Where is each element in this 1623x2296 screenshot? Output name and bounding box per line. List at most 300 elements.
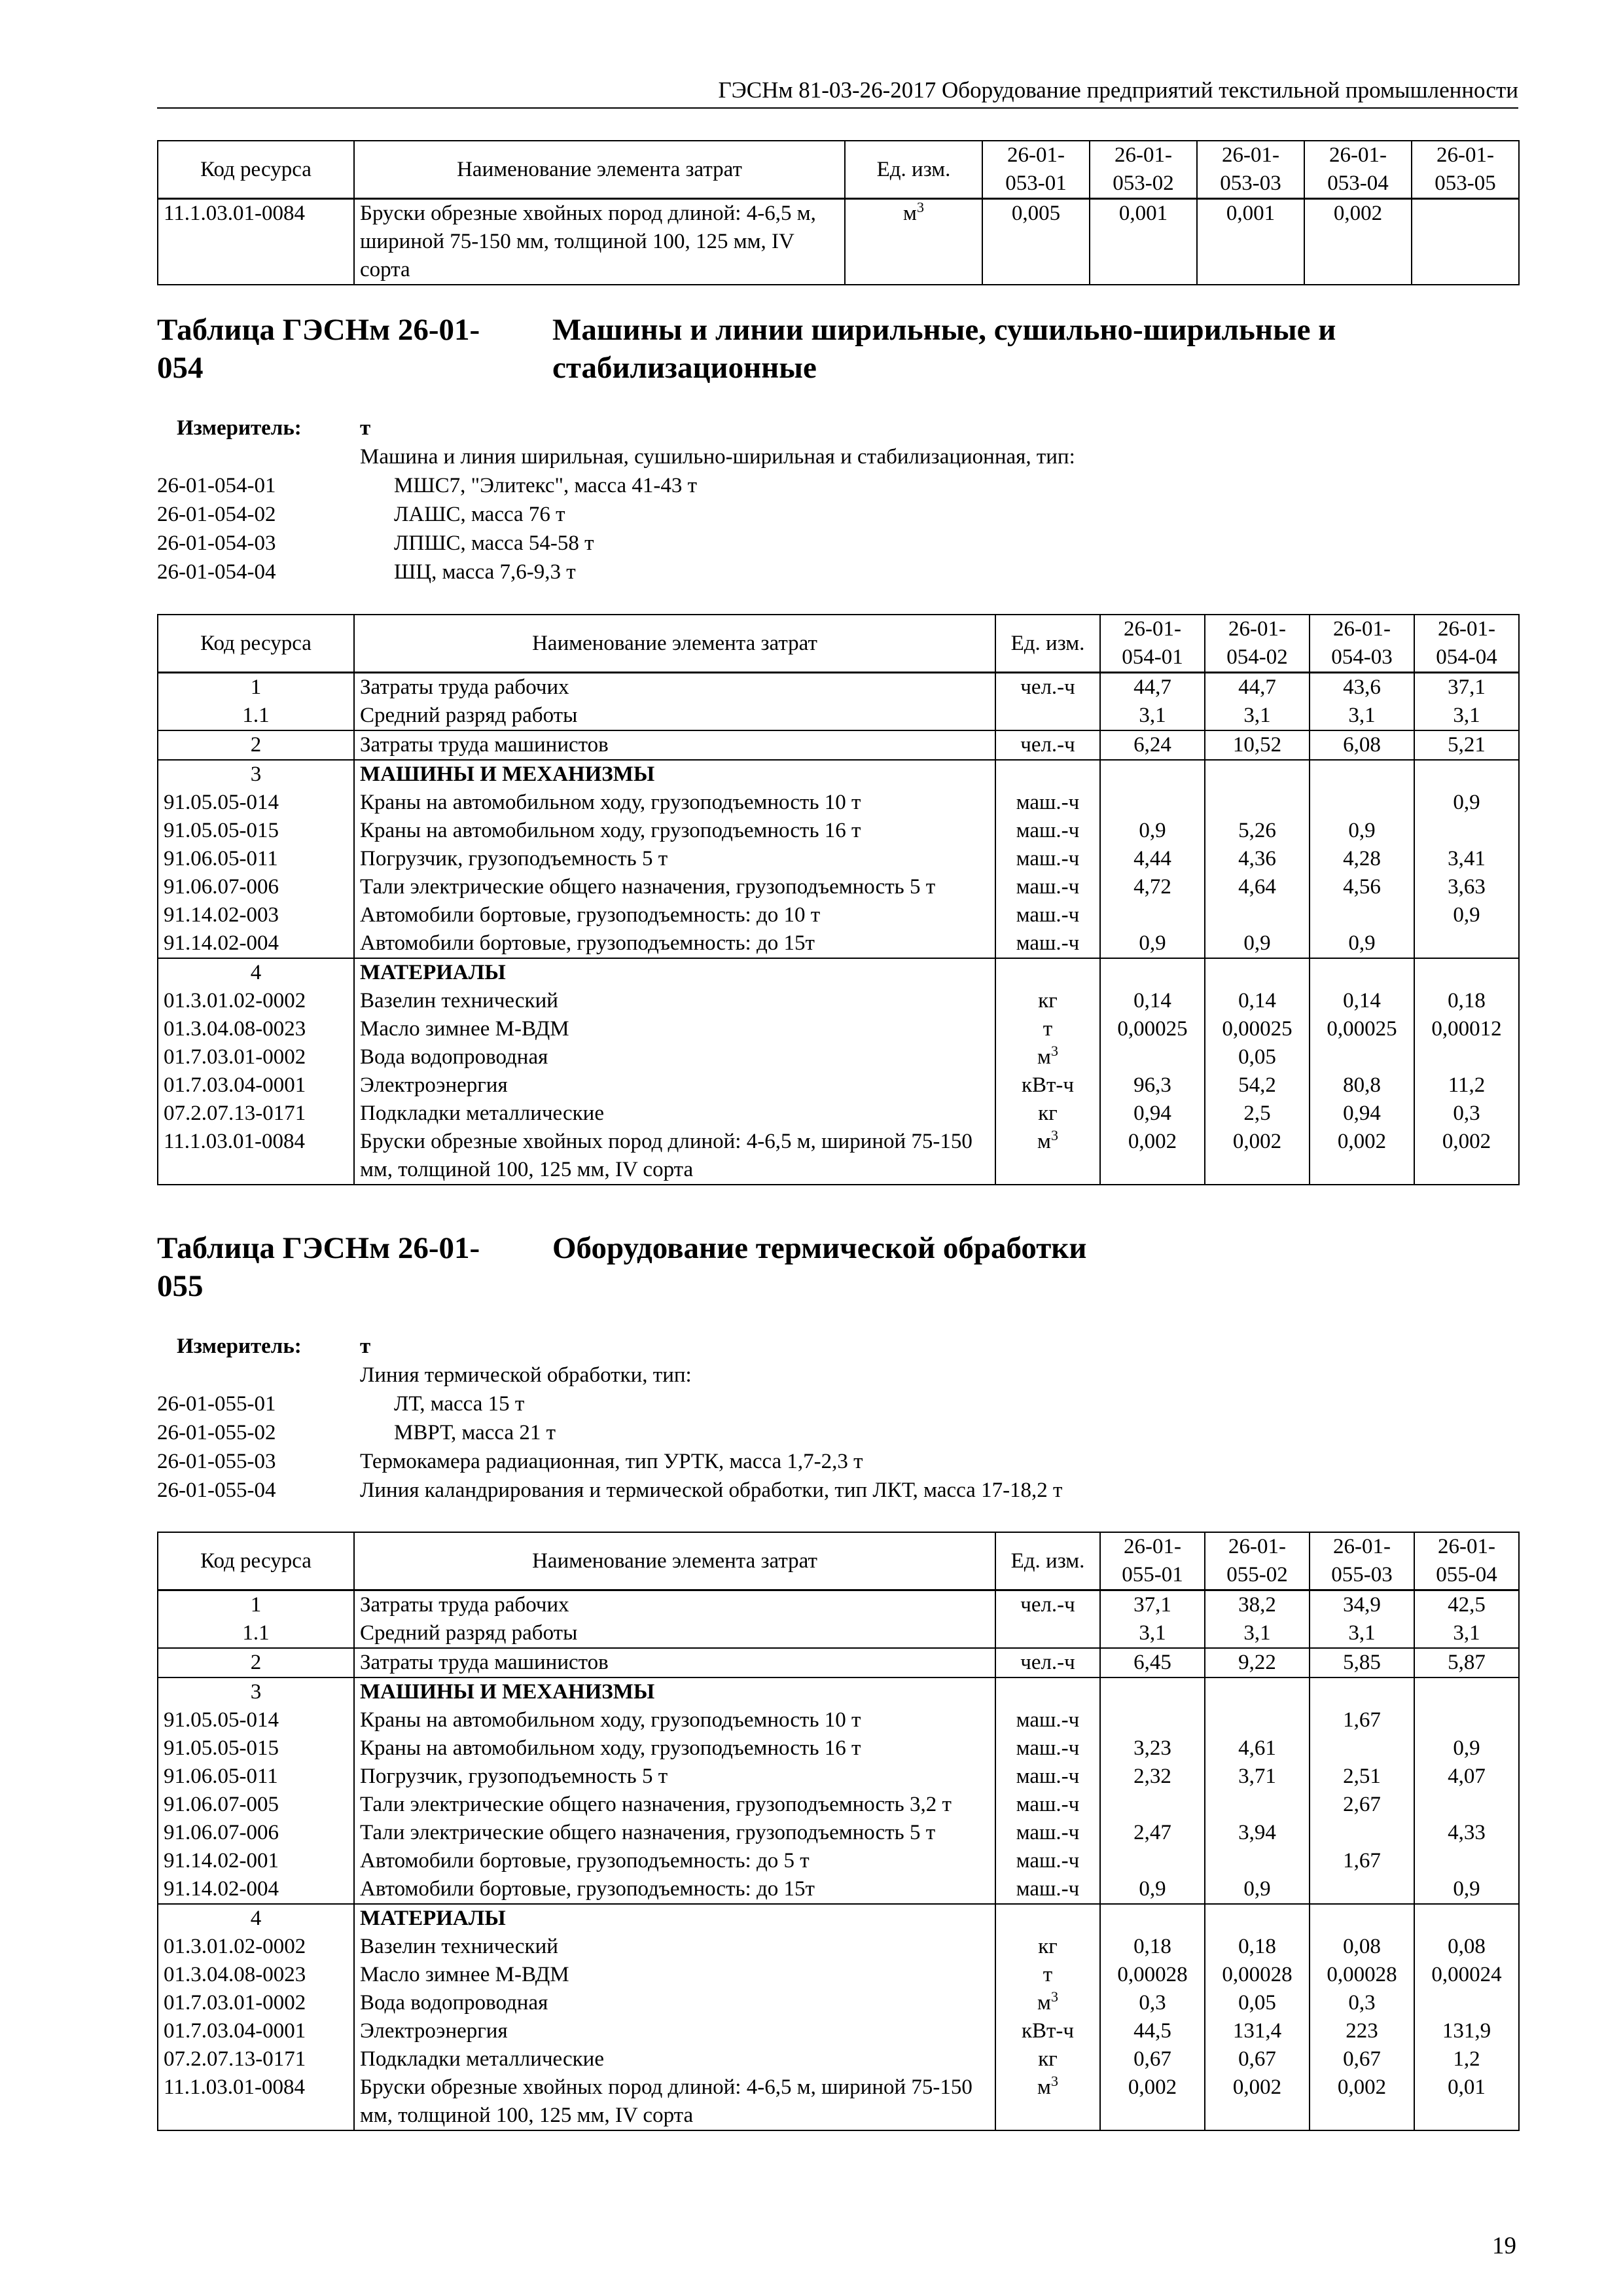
norm-value: [1412, 199, 1519, 285]
cost-element-name: Бруски обрезные хвойных пород длиной: 4-6,5 м, шириной 75-150 мм, толщиной 100, 125 мм, IV сорта: [354, 199, 845, 285]
norm-value: 3,71: [1205, 1763, 1310, 1791]
norm-value: 5,21: [1414, 730, 1519, 760]
table-row: [158, 1100, 1519, 1128]
norm-value: [1414, 1677, 1519, 1706]
table-row: [158, 1590, 1519, 1620]
unit-of-measure: маш.-ч: [995, 789, 1100, 817]
resource-code: 91.14.02-003: [158, 901, 354, 929]
table-row: [158, 1763, 1519, 1791]
norm-code: 26-01-055-02: [157, 1421, 276, 1444]
column-header: 26-01- 055-03: [1310, 1532, 1414, 1590]
table-row: [158, 1989, 1519, 2017]
cost-element-name: Погрузчик, грузоподъемность 5 т: [354, 845, 995, 873]
unit-of-measure: [995, 1619, 1100, 1648]
norm-value: [1414, 958, 1519, 987]
column-header: 26-01- 054-01: [1100, 615, 1205, 673]
table-row: [158, 845, 1519, 873]
unit-of-measure: маш.-ч: [995, 1847, 1100, 1875]
norm-value: 80,8: [1310, 1071, 1414, 1100]
cost-element-name: Электроэнергия: [354, 2017, 995, 2045]
norm-value: 0,9: [1100, 929, 1205, 958]
table-054-meter: [157, 414, 1400, 584]
norm-value: 1,67: [1310, 1706, 1414, 1734]
norm-value: 2,32: [1100, 1763, 1205, 1791]
norm-value: [1414, 1847, 1519, 1875]
column-header: Код ресурса: [158, 615, 354, 673]
meter-label: Измеритель:: [177, 416, 302, 440]
norm-code: 26-01-054-01: [157, 474, 276, 497]
column-header: 26-01- 053-04: [1304, 141, 1412, 199]
norm-value: 0,002: [1205, 1128, 1310, 1185]
resource-code: 2: [158, 730, 354, 760]
table-row: [158, 958, 1519, 987]
resource-code: 91.06.07-005: [158, 1791, 354, 1819]
norm-value: [1310, 760, 1414, 789]
norm-value: 0,9: [1100, 1875, 1205, 1904]
resource-code: 11.1.03.01-0084: [158, 199, 354, 285]
cost-element-name: Затраты труда рабочих: [354, 673, 995, 702]
table-row: [158, 2017, 1519, 2045]
norm-value: 4,64: [1205, 873, 1310, 901]
norm-value: [1310, 1904, 1414, 1933]
column-header: Наименование элемента затрат: [354, 1532, 995, 1590]
unit-of-measure: [995, 1677, 1100, 1706]
norm-value: 0,9: [1414, 1875, 1519, 1904]
norm-value: 0,9: [1100, 817, 1205, 845]
cost-element-name: Масло зимнее М-ВДМ: [354, 1961, 995, 1989]
unit-of-measure: маш.-ч: [995, 873, 1100, 901]
norm-value: 0,05: [1205, 1043, 1310, 1071]
norm-value: 1,2: [1414, 2045, 1519, 2073]
norm-value: 0,002: [1304, 199, 1412, 285]
norm-value: 0,94: [1310, 1100, 1414, 1128]
norm-value: 3,1: [1205, 702, 1310, 730]
norm-value: 0,001: [1197, 199, 1304, 285]
norm-value: 0,9: [1310, 929, 1414, 958]
table-row: [158, 1961, 1519, 1989]
table-row: [158, 901, 1519, 929]
table-row: [158, 1819, 1519, 1847]
norm-value: [1414, 1791, 1519, 1819]
norm-value: 0,00028: [1205, 1961, 1310, 1989]
unit-of-measure: $м^3$: [995, 1989, 1100, 2017]
norm-value: 0,3: [1414, 1100, 1519, 1128]
column-header: 26-01- 054-02: [1205, 615, 1310, 673]
norm-value: 0,00028: [1310, 1961, 1414, 1989]
column-header: Наименование элемента затрат: [354, 141, 845, 199]
norm-value: [1205, 760, 1310, 789]
table-row: [158, 1043, 1519, 1071]
norm-value: 2,51: [1310, 1763, 1414, 1791]
cost-element-name: МАШИНЫ И МЕХАНИЗМЫ: [354, 1677, 995, 1706]
table-row: [158, 2045, 1519, 2073]
cost-element-name: Бруски обрезные хвойных пород длиной: 4-6,5 м, шириной 75-150 мм, толщиной 100, 125 мм, IV сорта: [354, 2073, 995, 2130]
unit-of-measure: маш.-ч: [995, 1875, 1100, 1904]
norm-value: [1100, 1847, 1205, 1875]
norm-value: [1205, 901, 1310, 929]
column-header: 26-01- 055-02: [1205, 1532, 1310, 1590]
cost-element-name: Краны на автомобильном ходу, грузоподъемность 16 т: [354, 817, 995, 845]
norm-value: 0,18: [1100, 1933, 1205, 1961]
norm-value: 0,67: [1100, 2045, 1205, 2073]
table-row: [158, 730, 1519, 760]
unit-of-measure: кг: [995, 1933, 1100, 1961]
norm-value: [1414, 929, 1519, 958]
norm-value: 0,00025: [1310, 1015, 1414, 1043]
norm-value: [1310, 1677, 1414, 1706]
norm-value: 0,08: [1310, 1933, 1414, 1961]
norm-value: 2,67: [1310, 1791, 1414, 1819]
resource-code: 11.1.03.01-0084: [158, 1128, 354, 1185]
norm-value: 3,1: [1414, 1619, 1519, 1648]
table-row: [158, 760, 1519, 789]
norm-table-053: [157, 140, 1520, 285]
norm-value: [1310, 1043, 1414, 1071]
norm-value: [1414, 1904, 1519, 1933]
table-row: [158, 1734, 1519, 1763]
column-header: 26-01- 053-03: [1197, 141, 1304, 199]
norm-value: 38,2: [1205, 1590, 1310, 1620]
unit-of-measure: маш.-ч: [995, 1706, 1100, 1734]
resource-code: 91.05.05-015: [158, 1734, 354, 1763]
norm-value: [1205, 1847, 1310, 1875]
norm-value: 6,08: [1310, 730, 1414, 760]
table-row: [158, 817, 1519, 845]
table-header-row: [158, 1532, 1519, 1590]
resource-code: 11.1.03.01-0084: [158, 2073, 354, 2130]
norm-value: 3,63: [1414, 873, 1519, 901]
norm-value: [1310, 1875, 1414, 1904]
resource-code: 01.3.01.02-0002: [158, 1933, 354, 1961]
norm-value: 0,14: [1100, 987, 1205, 1015]
table-row: [158, 1847, 1519, 1875]
norm-description: МШС7, "Элитекс", масса 41-43 т: [394, 474, 698, 497]
resource-code: 01.7.03.01-0002: [158, 1989, 354, 2017]
norm-value: [1205, 1904, 1310, 1933]
cost-element-name: Автомобили бортовые, грузоподъемность: до 15т: [354, 929, 995, 958]
norm-value: [1414, 1989, 1519, 2017]
norm-value: 0,3: [1310, 1989, 1414, 2017]
norm-value: 5,26: [1205, 817, 1310, 845]
unit-of-measure: маш.-ч: [995, 1734, 1100, 1763]
column-header: 26-01- 054-03: [1310, 615, 1414, 673]
resource-code: 01.7.03.01-0002: [158, 1043, 354, 1071]
table-row: [158, 873, 1519, 901]
resource-code: 91.05.05-014: [158, 789, 354, 817]
norm-value: 0,00028: [1100, 1961, 1205, 1989]
resource-code: 01.3.04.08-0023: [158, 1015, 354, 1043]
norm-value: [1205, 1677, 1310, 1706]
cost-element-name: Тали электрические общего назначения, грузоподъемность 5 т: [354, 1819, 995, 1847]
unit-of-measure: т: [995, 1961, 1100, 1989]
page-number: 19: [1492, 2233, 1516, 2259]
resource-code: 1: [158, 673, 354, 702]
cost-element-name: Средний разряд работы: [354, 702, 995, 730]
norm-value: 0,00025: [1100, 1015, 1205, 1043]
norm-description: ЛПШС, масса 54-58 т: [394, 531, 594, 555]
norm-value: 3,94: [1205, 1819, 1310, 1847]
norm-value: 3,23: [1100, 1734, 1205, 1763]
norm-value: [1310, 789, 1414, 817]
table-row: [158, 1677, 1519, 1706]
column-header: Ед. изм.: [845, 141, 982, 199]
column-header: 26-01- 053-02: [1090, 141, 1197, 199]
column-header: Ед. изм.: [995, 1532, 1100, 1590]
column-header: 26-01- 053-01: [982, 141, 1090, 199]
norm-value: [1205, 1706, 1310, 1734]
column-header: 26-01- 053-05: [1412, 141, 1519, 199]
norm-value: 3,1: [1414, 702, 1519, 730]
norm-value: 54,2: [1205, 1071, 1310, 1100]
unit-of-measure: чел.-ч: [995, 730, 1100, 760]
resource-code: 1.1: [158, 1619, 354, 1648]
page-header: [157, 73, 1518, 109]
norm-value: 0,9: [1205, 929, 1310, 958]
cost-element-name: МАТЕРИАЛЫ: [354, 958, 995, 987]
norm-value: 0,94: [1100, 1100, 1205, 1128]
norm-description: Линия каландрирования и термической обработки, тип ЛКТ, масса 17-18,2 т: [360, 1479, 1063, 1502]
norm-value: 37,1: [1414, 673, 1519, 702]
unit-of-measure: кВт-ч: [995, 2017, 1100, 2045]
cost-element-name: МАТЕРИАЛЫ: [354, 1904, 995, 1933]
norm-value: 4,56: [1310, 873, 1414, 901]
table-row: [158, 1706, 1519, 1734]
norm-value: 0,9: [1414, 789, 1519, 817]
resource-code: 91.05.05-014: [158, 1706, 354, 1734]
norm-value: 0,002: [1414, 1128, 1519, 1185]
table-row: [158, 789, 1519, 817]
unit-of-measure: маш.-ч: [995, 1763, 1100, 1791]
norm-value: 0,9: [1310, 817, 1414, 845]
table-row: [158, 1071, 1519, 1100]
norm-value: 43,6: [1310, 673, 1414, 702]
norm-value: 131,9: [1414, 2017, 1519, 2045]
table-row: [158, 1933, 1519, 1961]
cost-element-name: Краны на автомобильном ходу, грузоподъемность 10 т: [354, 789, 995, 817]
resource-code: 91.14.02-001: [158, 1847, 354, 1875]
norm-value: 37,1: [1100, 1590, 1205, 1620]
norm-value: 131,4: [1205, 2017, 1310, 2045]
table-055-meter: [157, 1332, 1400, 1502]
norm-value: 1,67: [1310, 1847, 1414, 1875]
norm-value: 4,07: [1414, 1763, 1519, 1791]
cost-element-name: Краны на автомобильном ходу, грузоподъемность 16 т: [354, 1734, 995, 1763]
cost-element-name: Затраты труда машинистов: [354, 730, 995, 760]
norm-code: 26-01-054-04: [157, 560, 276, 584]
document-title: ГЭСНм 81-03-26-2017 Оборудование предприятий текстильной промышленности: [718, 77, 1518, 103]
norm-value: 44,7: [1100, 673, 1205, 702]
norm-value: 0,14: [1310, 987, 1414, 1015]
cost-element-name: Масло зимнее М-ВДМ: [354, 1015, 995, 1043]
norm-value: 3,1: [1310, 1619, 1414, 1648]
table-header-row: [158, 141, 1519, 199]
norm-value: 0,67: [1310, 2045, 1414, 2073]
norm-value: 3,1: [1100, 1619, 1205, 1648]
norm-value: [1205, 1791, 1310, 1819]
norm-value: 0,08: [1414, 1933, 1519, 1961]
norm-value: 0,9: [1414, 1734, 1519, 1763]
norm-value: 10,52: [1205, 730, 1310, 760]
table-row: [158, 1904, 1519, 1933]
norm-value: [1310, 958, 1414, 987]
cost-element-name: Средний разряд работы: [354, 1619, 995, 1648]
norm-value: 44,5: [1100, 2017, 1205, 2045]
norm-description: Термокамера радиационная, тип УРТК, масса 1,7-2,3 т: [360, 1450, 863, 1473]
norm-value: 3,41: [1414, 845, 1519, 873]
unit-of-measure: маш.-ч: [995, 901, 1100, 929]
norm-value: 0,18: [1414, 987, 1519, 1015]
resource-code: 2: [158, 1648, 354, 1677]
resource-code: 01.3.04.08-0023: [158, 1961, 354, 1989]
norm-value: 3,1: [1100, 702, 1205, 730]
norm-table-054: [157, 614, 1520, 1185]
norm-value: 0,002: [1100, 2073, 1205, 2130]
norm-value: [1310, 1819, 1414, 1847]
norm-value: [1414, 1043, 1519, 1071]
meter-intro: Линия термической обработки, тип:: [360, 1363, 692, 1387]
norm-value: [1100, 1706, 1205, 1734]
resource-code: 91.14.02-004: [158, 929, 354, 958]
resource-code: 3: [158, 1677, 354, 1706]
norm-value: 0,00025: [1205, 1015, 1310, 1043]
norm-value: 11,2: [1414, 1071, 1519, 1100]
norm-value: 0,002: [1310, 1128, 1414, 1185]
norm-value: 34,9: [1310, 1590, 1414, 1620]
cost-element-name: Затраты труда рабочих: [354, 1590, 995, 1620]
cost-element-name: Подкладки металлические: [354, 1100, 995, 1128]
cost-element-name: Вазелин технический: [354, 987, 995, 1015]
unit-of-measure: [995, 702, 1100, 730]
norm-description: ЛТ, масса 15 т: [394, 1392, 525, 1416]
unit-of-measure: кг: [995, 1100, 1100, 1128]
cost-element-name: МАШИНЫ И МЕХАНИЗМЫ: [354, 760, 995, 789]
table-row: [158, 199, 1519, 285]
resource-code: 01.7.03.04-0001: [158, 2017, 354, 2045]
column-header: 26-01- 054-04: [1414, 615, 1519, 673]
cost-element-name: Бруски обрезные хвойных пород длиной: 4-6,5 м, шириной 75-150 мм, толщиной 100, 125 мм, IV сорта: [354, 1128, 995, 1185]
cost-element-name: Вода водопроводная: [354, 1989, 995, 2017]
column-header: Код ресурса: [158, 1532, 354, 1590]
resource-code: 1.1: [158, 702, 354, 730]
resource-code: 07.2.07.13-0171: [158, 1100, 354, 1128]
table-row: [158, 1648, 1519, 1677]
norm-value: 0,9: [1414, 901, 1519, 929]
norm-value: [1205, 789, 1310, 817]
resource-code: 91.06.07-006: [158, 873, 354, 901]
unit-of-measure: т: [995, 1015, 1100, 1043]
table-header-row: [158, 615, 1519, 673]
norm-value: 5,85: [1310, 1648, 1414, 1677]
norm-value: 0,00012: [1414, 1015, 1519, 1043]
resource-code: 1: [158, 1590, 354, 1620]
norm-value: 0,00024: [1414, 1961, 1519, 1989]
norm-value: 4,61: [1205, 1734, 1310, 1763]
norm-value: [1414, 1706, 1519, 1734]
norm-value: [1100, 958, 1205, 987]
cost-element-name: Вода водопроводная: [354, 1043, 995, 1071]
column-header: Ед. изм.: [995, 615, 1100, 673]
norm-value: 0,67: [1205, 2045, 1310, 2073]
cost-element-name: Автомобили бортовые, грузоподъемность: до 10 т: [354, 901, 995, 929]
norm-value: [1414, 817, 1519, 845]
resource-code: 4: [158, 1904, 354, 1933]
norm-value: 9,22: [1205, 1648, 1310, 1677]
norm-value: 6,45: [1100, 1648, 1205, 1677]
table-054-name: Машины и линии ширильные, сушильно-ширильные и стабилизационные: [552, 313, 1336, 385]
norm-value: 5,87: [1414, 1648, 1519, 1677]
norm-code: 26-01-054-02: [157, 503, 276, 526]
unit-of-measure: маш.-ч: [995, 929, 1100, 958]
norm-code: 26-01-054-03: [157, 531, 276, 555]
unit-of-measure: $м^3$: [845, 199, 982, 285]
table-054-number: Таблица ГЭСНм 26-01-054: [157, 313, 480, 385]
norm-value: 4,28: [1310, 845, 1414, 873]
norm-value: 0,002: [1310, 2073, 1414, 2130]
table-row: [158, 2073, 1519, 2130]
cost-element-name: Вазелин технический: [354, 1933, 995, 1961]
table-row: [158, 1619, 1519, 1648]
resource-code: 01.7.03.04-0001: [158, 1071, 354, 1100]
unit-of-measure: маш.-ч: [995, 1819, 1100, 1847]
norm-value: 4,36: [1205, 845, 1310, 873]
norm-value: 44,7: [1205, 673, 1310, 702]
norm-value: 0,002: [1205, 2073, 1310, 2130]
cost-element-name: Краны на автомобильном ходу, грузоподъемность 10 т: [354, 1706, 995, 1734]
table-055-name: Оборудование термической обработки: [552, 1231, 1087, 1265]
column-header: Наименование элемента затрат: [354, 615, 995, 673]
norm-value: 0,18: [1205, 1933, 1310, 1961]
resource-code: 07.2.07.13-0171: [158, 2045, 354, 2073]
norm-value: 2,5: [1205, 1100, 1310, 1128]
norm-value: [1100, 760, 1205, 789]
norm-value: [1100, 1791, 1205, 1819]
norm-value: [1100, 1904, 1205, 1933]
unit-of-measure: кг: [995, 987, 1100, 1015]
unit-of-measure: маш.-ч: [995, 1791, 1100, 1819]
cost-element-name: Подкладки металлические: [354, 2045, 995, 2073]
unit-of-measure: маш.-ч: [995, 817, 1100, 845]
norm-value: 3,1: [1205, 1619, 1310, 1648]
unit-of-measure: [995, 760, 1100, 789]
table-row: [158, 1015, 1519, 1043]
norm-value: 4,72: [1100, 873, 1205, 901]
table-row: [158, 702, 1519, 730]
norm-code: 26-01-055-01: [157, 1392, 276, 1416]
resource-code: 91.06.05-011: [158, 1763, 354, 1791]
meter-value: т: [360, 1335, 371, 1358]
unit-of-measure: чел.-ч: [995, 1648, 1100, 1677]
column-header: Код ресурса: [158, 141, 354, 199]
resource-code: 4: [158, 958, 354, 987]
norm-code: 26-01-055-04: [157, 1479, 276, 1502]
norm-value: 2,47: [1100, 1819, 1205, 1847]
norm-value: [1100, 1043, 1205, 1071]
meter-intro: Машина и линия ширильная, сушильно-ширильная и стабилизационная, тип:: [360, 445, 1075, 469]
meter-value: т: [360, 416, 371, 440]
norm-value: [1100, 901, 1205, 929]
norm-value: 4,44: [1100, 845, 1205, 873]
cost-element-name: Автомобили бортовые, грузоподъемность: до 5 т: [354, 1847, 995, 1875]
norm-value: 0,001: [1090, 199, 1197, 285]
norm-value: 0,05: [1205, 1989, 1310, 2017]
column-header: 26-01- 055-04: [1414, 1532, 1519, 1590]
resource-code: 3: [158, 760, 354, 789]
cost-element-name: Затраты труда машинистов: [354, 1648, 995, 1677]
table-row: [158, 929, 1519, 958]
norm-value: 0,01: [1414, 2073, 1519, 2130]
norm-description: ЛАШС, масса 76 т: [394, 503, 565, 526]
norm-value: 223: [1310, 2017, 1414, 2045]
